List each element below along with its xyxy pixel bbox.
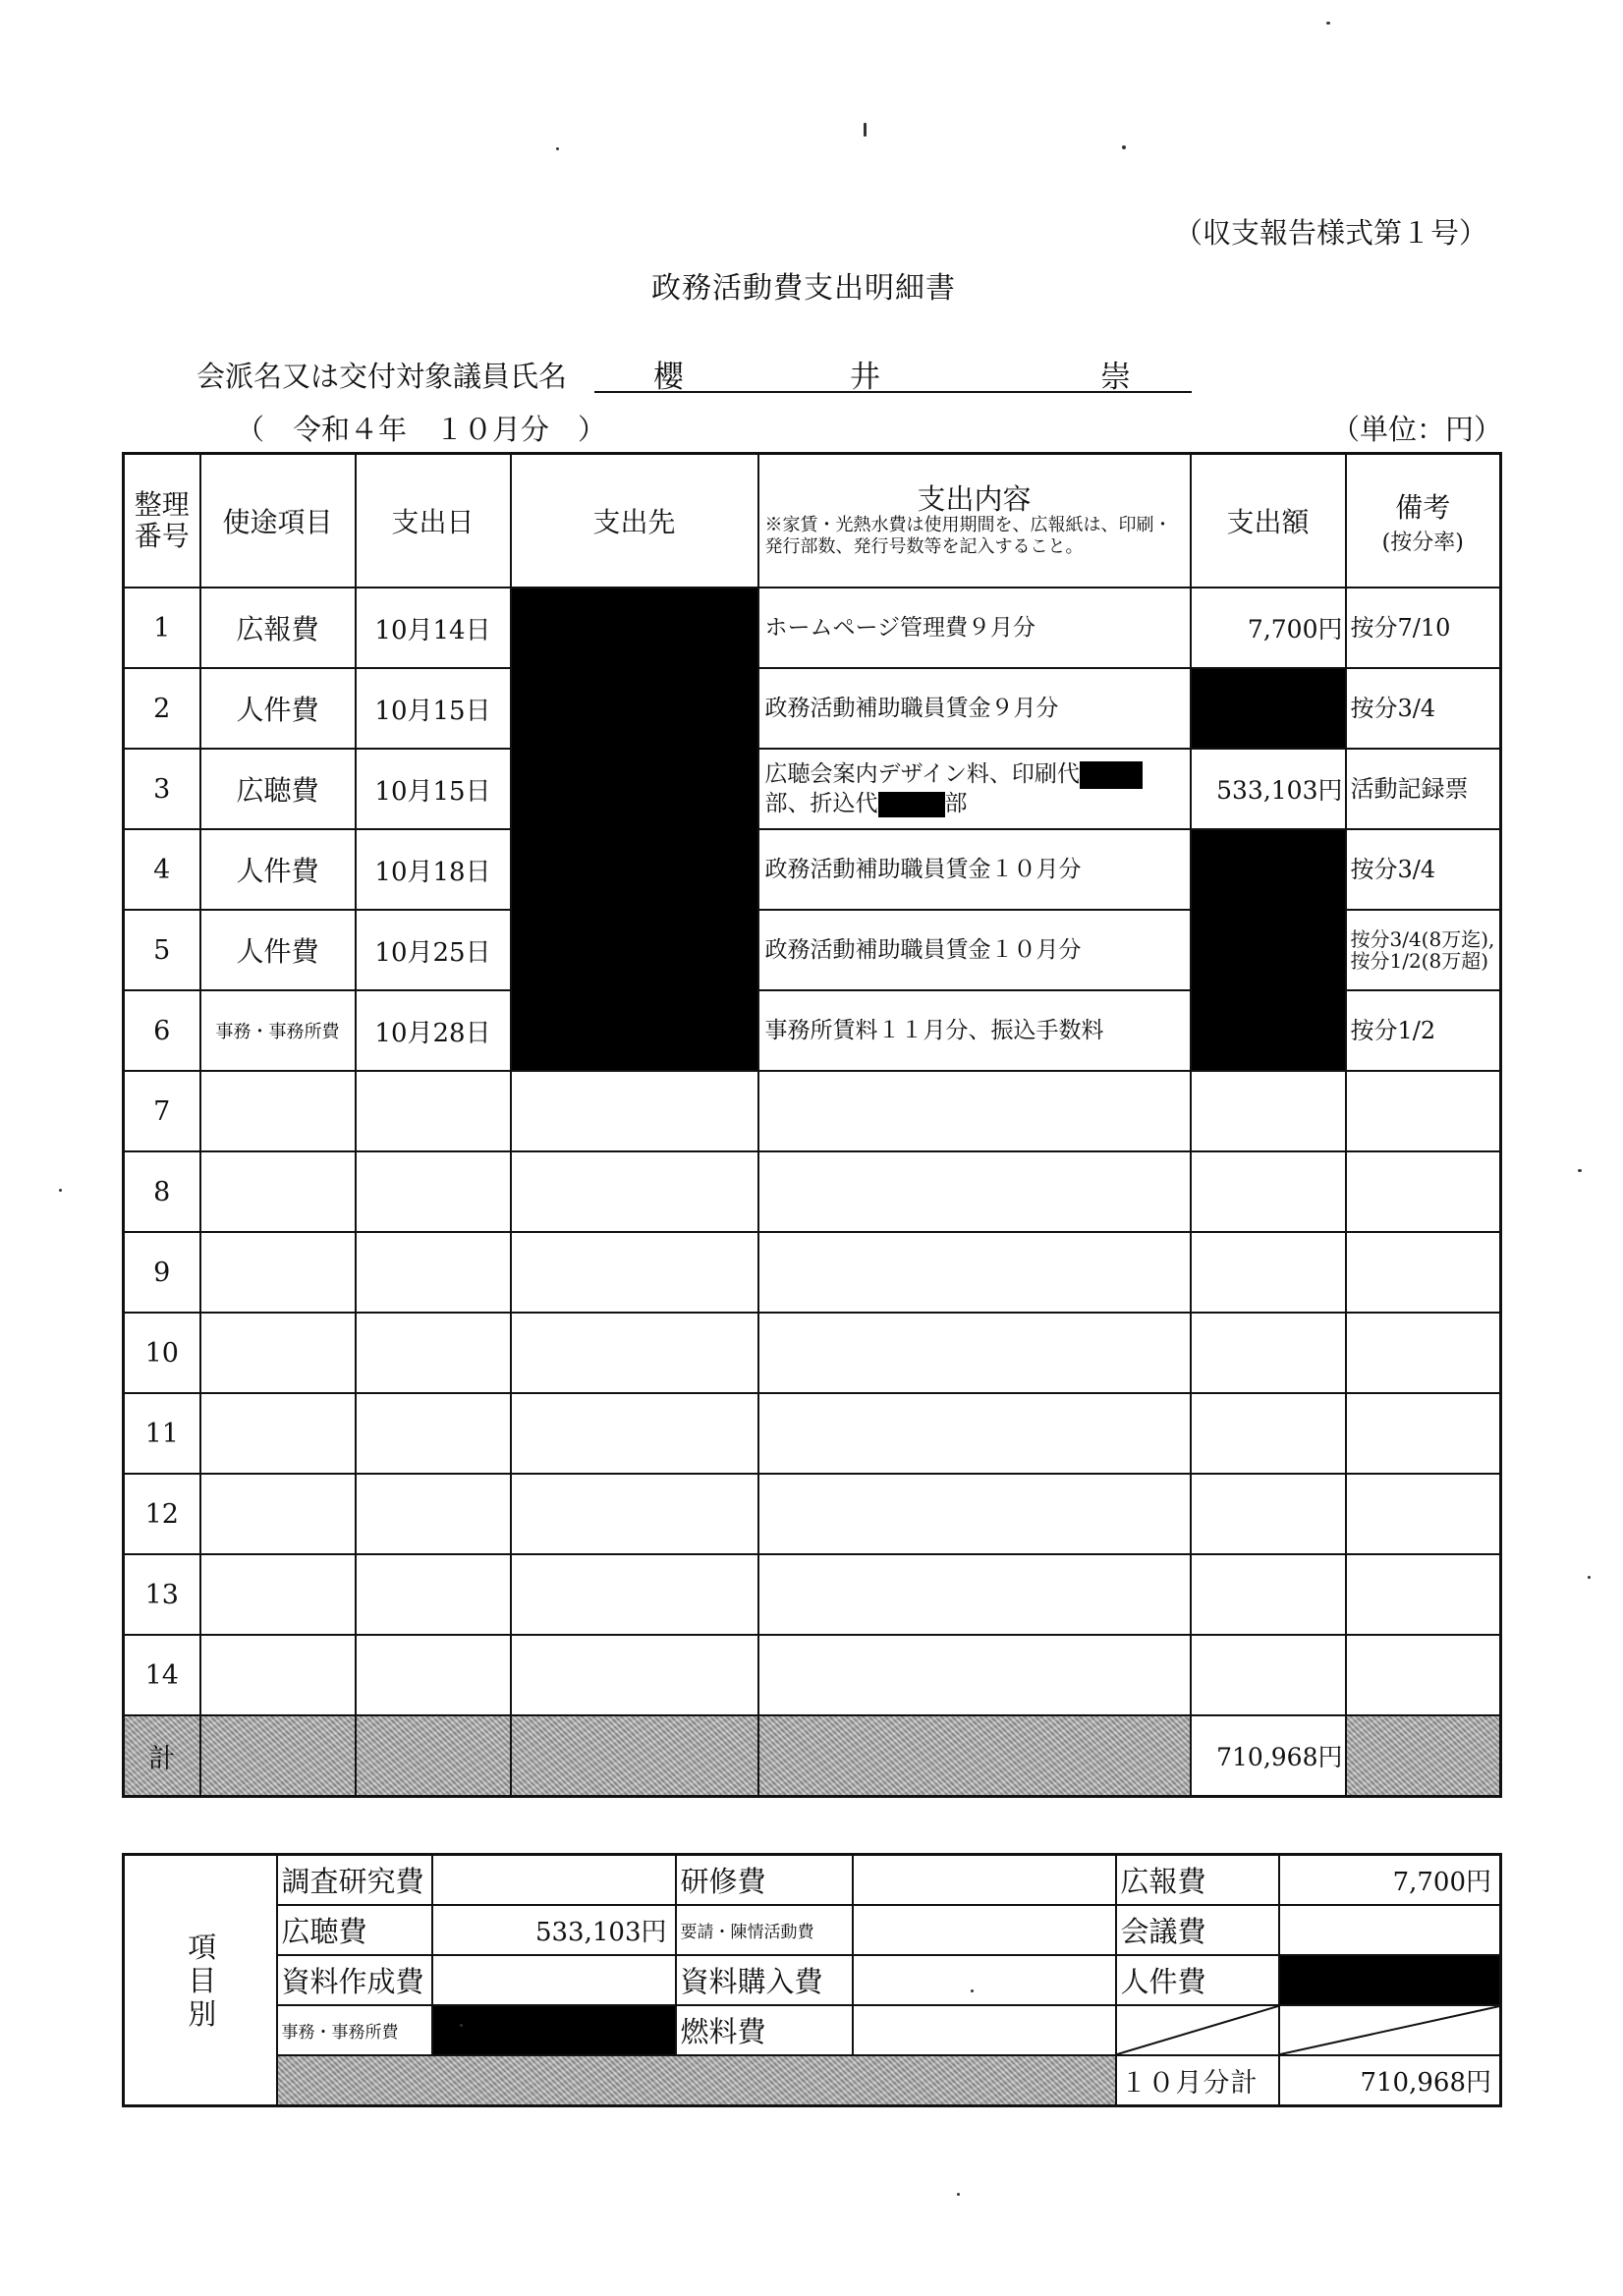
header-content-title: 支出内容: [917, 482, 1032, 516]
member-name-char-1: 櫻: [653, 360, 684, 395]
scan-speck: [1326, 22, 1330, 25]
empty-cell: [356, 1635, 511, 1715]
desc-text-2a: 部、折込代: [764, 791, 878, 816]
empty-cell: [511, 1554, 758, 1635]
payee-redacted: [511, 588, 758, 1071]
summary-value-petition: [853, 1905, 1116, 1955]
summary-value-office-redacted: [432, 2005, 676, 2055]
diagonal-line: [1117, 2006, 1278, 2054]
header-number: 整理 番号: [124, 454, 200, 588]
table-row: [124, 1313, 1501, 1393]
row-date: 10月18日: [356, 829, 511, 910]
table-row: [124, 1474, 1501, 1554]
summary-label-meeting: 会議費: [1116, 1905, 1279, 1955]
desc-text-2b: 部: [944, 791, 968, 816]
shaded-cell: [277, 2055, 1116, 2106]
desc-line-2: [765, 789, 1190, 818]
empty-cell: [1191, 1313, 1346, 1393]
row-remarks: 活動記録票: [1346, 749, 1501, 829]
header-date: 支出日: [356, 454, 511, 588]
row-description: ホームページ管理費９月分: [758, 588, 1191, 668]
member-name-label: 会派名又は交付対象議員氏名: [196, 360, 568, 393]
row-date: 10月15日: [356, 668, 511, 749]
empty-cell: [758, 1554, 1191, 1635]
empty-cell: [200, 1635, 356, 1715]
row-category: 広報費: [200, 588, 356, 668]
month-total-value: 710,968円: [1279, 2055, 1501, 2106]
summary-label-research: 調査研究費: [277, 1855, 432, 1906]
summary-value-research: [432, 1855, 676, 1906]
table-row: [124, 749, 1501, 829]
row-amount: 533,103円: [1191, 749, 1346, 829]
empty-cell: [200, 1474, 356, 1554]
empty-cell: [511, 1635, 758, 1715]
shaded-cell: [758, 1715, 1191, 1797]
shaded-cell: [200, 1715, 356, 1797]
summary-row: [124, 2005, 1501, 2055]
header-content: [758, 454, 1191, 588]
empty-cell: [200, 1393, 356, 1474]
summary-value-pr: 7,700円: [1279, 1855, 1501, 1906]
row-number: 9: [124, 1232, 200, 1313]
table-header-row: [124, 454, 1501, 588]
empty-cell: [1191, 1554, 1346, 1635]
summary-value-fuel: [853, 2005, 1116, 2055]
summary-label-petition: 要請・陳情活動費: [676, 1905, 853, 1955]
amount-redacted: [1191, 668, 1346, 749]
row-remarks: 按分3/4: [1346, 829, 1501, 910]
total-label: 計: [124, 1715, 200, 1797]
empty-cell: [200, 1554, 356, 1635]
empty-cell: [758, 1071, 1191, 1151]
summary-label-personnel: 人件費: [1116, 1955, 1279, 2005]
shaded-cell: [1346, 1715, 1501, 1797]
empty-cell: [1191, 1232, 1346, 1313]
header-remarks-title: 備考: [1395, 490, 1451, 524]
empty-cell: [1191, 1151, 1346, 1232]
table-row: [124, 668, 1501, 749]
table-row: [124, 1071, 1501, 1151]
empty-cell: [356, 1151, 511, 1232]
empty-cell: [758, 1151, 1191, 1232]
empty-cell: [758, 1474, 1191, 1554]
empty-cell: [356, 1393, 511, 1474]
summary-label-materials-purchase: 資料購入費: [676, 1955, 853, 2005]
empty-cell: [758, 1232, 1191, 1313]
row-number: 14: [124, 1635, 200, 1715]
empty-cell: [356, 1554, 511, 1635]
scan-speck: [1122, 145, 1126, 149]
unit-label: （単位：円）: [1331, 413, 1503, 446]
row-remarks: 按分7/10: [1346, 588, 1501, 668]
scan-speck: [1588, 1576, 1591, 1579]
empty-cell: [356, 1313, 511, 1393]
category-summary-table: [122, 1853, 1502, 2107]
diagonal-cell: [1279, 2005, 1501, 2055]
summary-label-materials-making: 資料作成費: [277, 1955, 432, 2005]
summary-label-fuel: 燃料費: [676, 2005, 853, 2055]
summary-label-training: 研修費: [676, 1855, 853, 1906]
row-description: 事務所賃料１１月分、振込手数料: [758, 990, 1191, 1071]
row-date: 10月25日: [356, 910, 511, 990]
table-row: [124, 1232, 1501, 1313]
empty-cell: [511, 1151, 758, 1232]
row-description: 政務活動補助職員賃金１０月分: [758, 829, 1191, 910]
desc-line-1: [765, 759, 1190, 789]
scan-speck: [957, 2193, 960, 2196]
summary-row: [124, 1955, 1501, 2005]
summary-value-meeting: [1279, 1905, 1501, 1955]
row-category: 事務・事務所費: [200, 990, 356, 1071]
summary-value-materials-purchase: [853, 1955, 1116, 2005]
empty-cell: [200, 1313, 356, 1393]
summary-row: [124, 1855, 1501, 1906]
row-description: 政務活動補助職員賃金１０月分: [758, 910, 1191, 990]
table-row: [124, 829, 1501, 910]
empty-cell: [1346, 1474, 1501, 1554]
header-category: 使途項目: [200, 454, 356, 588]
header-content-note: ※家賃・光熱水費は使用期間を、広報紙は、印刷・発行部数、発行号数等を記入すること。: [764, 515, 1172, 557]
row-category: 人件費: [200, 829, 356, 910]
row-number: 12: [124, 1474, 200, 1554]
total-amount: 710,968円: [1191, 1715, 1346, 1797]
row-description: 政務活動補助職員賃金９月分: [758, 668, 1191, 749]
empty-cell: [758, 1635, 1191, 1715]
table-row: [124, 1635, 1501, 1715]
total-row: [124, 1715, 1501, 1797]
empty-cell: [758, 1393, 1191, 1474]
row-number: 13: [124, 1554, 200, 1635]
expense-detail-table: [122, 452, 1502, 1798]
redacted-quantity: [878, 792, 945, 817]
empty-cell: [511, 1232, 758, 1313]
document-title: [0, 263, 1623, 307]
empty-cell: [1346, 1232, 1501, 1313]
row-number: 5: [124, 910, 200, 990]
scan-speck: [971, 1989, 974, 1992]
member-name-char-2: 井: [850, 360, 880, 395]
row-number: 2: [124, 668, 200, 749]
summary-label-pr: 広報費: [1116, 1855, 1279, 1906]
shaded-cell: [511, 1715, 758, 1797]
row-number: 3: [124, 749, 200, 829]
empty-cell: [511, 1313, 758, 1393]
report-period: （ 令和４年 １０月分 ）: [236, 413, 607, 446]
document-title-text: 政務活動費支出明細書: [651, 271, 956, 306]
month-total-label: １０月分計: [1116, 2055, 1279, 2106]
scan-speck: [1578, 1169, 1582, 1172]
scan-speck: [460, 2024, 463, 2027]
header-payee: 支出先: [511, 454, 758, 588]
row-number: 11: [124, 1393, 200, 1474]
empty-cell: [1346, 1635, 1501, 1715]
row-remarks: 按分1/2: [1346, 990, 1501, 1071]
shaded-cell: [356, 1715, 511, 1797]
empty-cell: [200, 1071, 356, 1151]
table-row: [124, 588, 1501, 668]
empty-cell: [356, 1071, 511, 1151]
empty-cell: [511, 1393, 758, 1474]
header-remarks-sub: (按分率): [1381, 530, 1464, 555]
empty-cell: [1346, 1554, 1501, 1635]
empty-cell: [1346, 1393, 1501, 1474]
row-remarks: 按分3/4: [1346, 668, 1501, 749]
scan-speck: [556, 147, 559, 150]
row-date: 10月15日: [356, 749, 511, 829]
header-amount: 支出額: [1191, 454, 1346, 588]
empty-cell: [511, 1071, 758, 1151]
desc-text-1: 広聴会案内デザイン料、印刷代: [764, 761, 1080, 787]
row-date: 10月28日: [356, 990, 511, 1071]
scan-speck: [59, 1189, 62, 1192]
summary-row: [124, 1905, 1501, 1955]
row-date: 10月14日: [356, 588, 511, 668]
empty-cell: [1346, 1151, 1501, 1232]
row-number: 7: [124, 1071, 200, 1151]
summary-value-personnel-redacted: [1279, 1955, 1501, 2005]
member-name-char-3: 崇: [1100, 360, 1131, 395]
redacted-quantity: [1080, 761, 1143, 789]
empty-cell: [511, 1474, 758, 1554]
row-number: 8: [124, 1151, 200, 1232]
row-category: 人件費: [200, 668, 356, 749]
row-number: 10: [124, 1313, 200, 1393]
summary-value-materials-making: [432, 1955, 676, 2005]
empty-cell: [1191, 1635, 1346, 1715]
table-row: [124, 1151, 1501, 1232]
summary-label-hearing: 広聴費: [277, 1905, 432, 1955]
header-remarks: [1346, 454, 1501, 588]
row-category: 広聴費: [200, 749, 356, 829]
row-description: [758, 749, 1191, 829]
summary-row: [124, 2055, 1501, 2106]
row-number: 6: [124, 990, 200, 1071]
summary-value-training: [853, 1855, 1116, 1906]
empty-cell: [200, 1151, 356, 1232]
empty-cell: [1191, 1474, 1346, 1554]
empty-cell: [200, 1232, 356, 1313]
empty-cell: [1191, 1071, 1346, 1151]
empty-cell: [356, 1474, 511, 1554]
summary-side-label: 項 目 別: [124, 1855, 277, 2106]
empty-cell: [758, 1313, 1191, 1393]
row-category: 人件費: [200, 910, 356, 990]
empty-cell: [356, 1232, 511, 1313]
form-number: （収支報告様式第１号）: [1174, 216, 1488, 250]
empty-cell: [1346, 1313, 1501, 1393]
empty-cell: [1191, 1393, 1346, 1474]
row-number: 4: [124, 829, 200, 910]
table-row: [124, 1554, 1501, 1635]
diagonal-line: [1280, 2006, 1500, 2054]
summary-label-office: 事務・事務所費: [277, 2005, 432, 2055]
amount-redacted: [1191, 829, 1346, 1071]
scan-speck: [864, 123, 867, 137]
diagonal-cell: [1116, 2005, 1279, 2055]
row-amount: 7,700円: [1191, 588, 1346, 668]
table-row: [124, 1393, 1501, 1474]
summary-value-hearing: 533,103円: [432, 1905, 676, 1955]
row-remarks: 按分3/4(8万迄),按分1/2(8万超): [1346, 910, 1501, 990]
row-number: 1: [124, 588, 200, 668]
empty-cell: [1346, 1071, 1501, 1151]
